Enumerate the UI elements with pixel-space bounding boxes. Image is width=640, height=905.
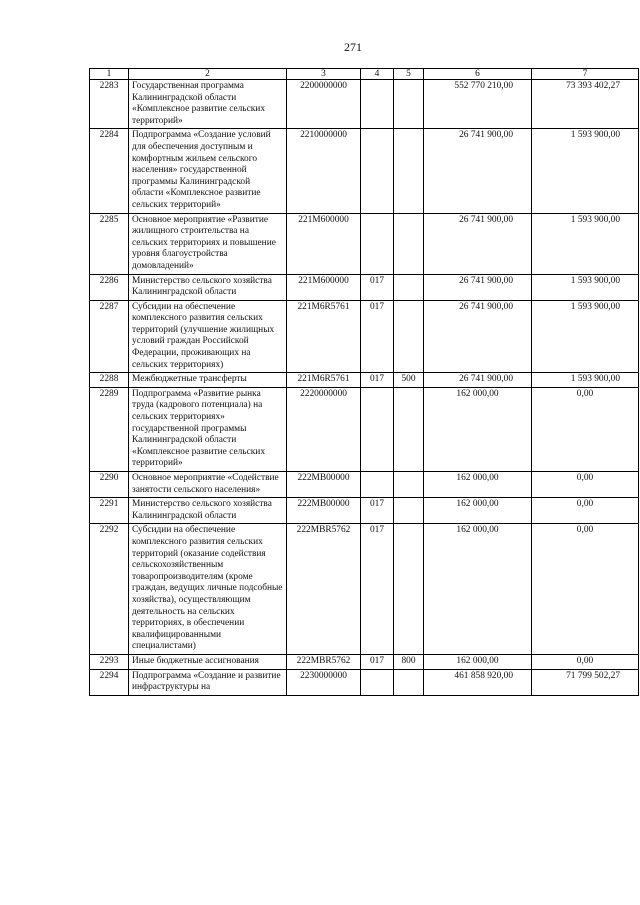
row-code: 221M600000 xyxy=(287,213,361,274)
header-col-3: 3 xyxy=(287,69,361,80)
row-amount-col7: 71 799 502,27 xyxy=(532,669,639,695)
row-expense-type xyxy=(394,300,424,373)
row-code: 2230000000 xyxy=(287,669,361,695)
row-code: 2220000000 xyxy=(287,387,361,471)
row-amount-col6: 162 000,00 xyxy=(424,654,532,669)
table-row xyxy=(90,472,639,498)
row-name: Субсидии на обеспечение комплексного развития сельских территорий (оказание содействия сельскохозяйственным товаропроизводителям (кроме граждан, ведущих личные подсобные хозяйства), осуществляющим деятельность на сельских территориях, в обеспечении квалифицированными специалистами) xyxy=(129,524,287,655)
row-amount-col6: 461 858 920,00 xyxy=(424,669,532,695)
row-amount-col7: 1 593 900,00 xyxy=(532,274,639,300)
row-code: 222MBR5762 xyxy=(287,524,361,655)
row-name: Подпрограмма «Создание и развитие инфраструктуры на xyxy=(129,669,287,695)
row-amount-col7: 0,00 xyxy=(532,524,639,655)
row-number: 2290 xyxy=(90,472,129,498)
row-number: 2291 xyxy=(90,498,129,524)
table-row xyxy=(90,300,639,373)
row-ministry-code xyxy=(361,472,394,498)
table-row xyxy=(90,129,639,213)
table-row xyxy=(90,524,639,655)
row-ministry-code xyxy=(361,80,394,129)
row-amount-col6: 162 000,00 xyxy=(424,472,532,498)
row-amount-col7: 0,00 xyxy=(532,498,639,524)
row-number: 2287 xyxy=(90,300,129,373)
row-expense-type xyxy=(394,213,424,274)
header-col-2: 2 xyxy=(129,69,287,80)
row-amount-col7: 73 393 402,27 xyxy=(532,80,639,129)
row-expense-type xyxy=(394,80,424,129)
row-amount-col7: 1 593 900,00 xyxy=(532,129,639,213)
row-amount-col6: 26 741 900,00 xyxy=(424,373,532,388)
row-ministry-code: 017 xyxy=(361,524,394,655)
row-number: 2283 xyxy=(90,80,129,129)
row-ministry-code: 017 xyxy=(361,373,394,388)
row-amount-col7: 0,00 xyxy=(532,654,639,669)
row-ministry-code xyxy=(361,387,394,471)
row-expense-type xyxy=(394,472,424,498)
row-name: Иные бюджетные ассигнования xyxy=(129,654,287,669)
row-code: 222MB00000 xyxy=(287,498,361,524)
row-ministry-code xyxy=(361,669,394,695)
header-col-1: 1 xyxy=(90,69,129,80)
header-col-7: 7 xyxy=(532,69,639,80)
row-amount-col6: 162 000,00 xyxy=(424,387,532,471)
row-name: Межбюджетные трансферты xyxy=(129,373,287,388)
row-number: 2293 xyxy=(90,654,129,669)
table-row xyxy=(90,80,639,129)
table-row xyxy=(90,274,639,300)
row-number: 2285 xyxy=(90,213,129,274)
table-row xyxy=(90,498,639,524)
row-name: Субсидии на обеспечение комплексного развития сельских территорий (улучшение жилищных условий граждан Российской Федерации, проживающих на сельских территориях) xyxy=(129,300,287,373)
table-row xyxy=(90,213,639,274)
row-code: 222MB00000 xyxy=(287,472,361,498)
row-expense-type xyxy=(394,498,424,524)
header-col-6: 6 xyxy=(424,69,532,80)
row-code: 221M6R5761 xyxy=(287,373,361,388)
row-name: Подпрограмма «Создание условий для обеспечения доступным и комфортным жильем сельского населения» государственной программы Калининградской области «Комплексное развитие сельских территорий» xyxy=(129,129,287,213)
row-code: 2200000000 xyxy=(287,80,361,129)
row-ministry-code: 017 xyxy=(361,654,394,669)
row-amount-col7: 1 593 900,00 xyxy=(532,300,639,373)
row-expense-type xyxy=(394,387,424,471)
row-ministry-code: 017 xyxy=(361,274,394,300)
row-code: 221M600000 xyxy=(287,274,361,300)
row-amount-col7: 1 593 900,00 xyxy=(532,213,639,274)
row-amount-col6: 162 000,00 xyxy=(424,524,532,655)
row-number: 2288 xyxy=(90,373,129,388)
row-name: Основное мероприятие «Содействие занятости сельского населения» xyxy=(129,472,287,498)
row-amount-col7: 1 593 900,00 xyxy=(532,373,639,388)
row-amount-col6: 26 741 900,00 xyxy=(424,274,532,300)
row-expense-type: 500 xyxy=(394,373,424,388)
row-expense-type xyxy=(394,669,424,695)
row-amount-col6: 26 741 900,00 xyxy=(424,213,532,274)
row-name: Подпрограмма «Развитие рынка труда (кадрового потенциала) на сельских территориях» государственной программы Калининградской области «Комплексное развитие сельских территорий» xyxy=(129,387,287,471)
row-expense-type xyxy=(394,274,424,300)
row-name: Министерство сельского хозяйства Калининградской области xyxy=(129,274,287,300)
row-amount-col6: 26 741 900,00 xyxy=(424,300,532,373)
row-amount-col6: 162 000,00 xyxy=(424,498,532,524)
row-code: 222MBR5762 xyxy=(287,654,361,669)
row-amount-col7: 0,00 xyxy=(532,472,639,498)
row-number: 2289 xyxy=(90,387,129,471)
row-name: Основное мероприятие «Развитие жилищного строительства на сельских территориях и повышение уровня благоустройства домовладений» xyxy=(129,213,287,274)
page-number: 271 xyxy=(344,40,362,54)
row-expense-type xyxy=(394,524,424,655)
budget-table xyxy=(89,68,639,696)
row-ministry-code: 017 xyxy=(361,498,394,524)
row-expense-type: 800 xyxy=(394,654,424,669)
header-col-4: 4 xyxy=(361,69,394,80)
header-col-5: 5 xyxy=(394,69,424,80)
row-expense-type xyxy=(394,129,424,213)
row-code: 221M6R5761 xyxy=(287,300,361,373)
table-row xyxy=(90,387,639,471)
row-name: Государственная программа Калининградской области «Комплексное развитие сельских территорий» xyxy=(129,80,287,129)
table-row xyxy=(90,669,639,695)
row-ministry-code xyxy=(361,129,394,213)
row-amount-col7: 0,00 xyxy=(532,387,639,471)
row-ministry-code xyxy=(361,213,394,274)
row-number: 2292 xyxy=(90,524,129,655)
row-ministry-code: 017 xyxy=(361,300,394,373)
row-name: Министерство сельского хозяйства Калининградской области xyxy=(129,498,287,524)
row-amount-col6: 552 770 210,00 xyxy=(424,80,532,129)
table-row xyxy=(90,654,639,669)
table-row xyxy=(90,373,639,388)
row-amount-col6: 26 741 900,00 xyxy=(424,129,532,213)
row-code: 2210000000 xyxy=(287,129,361,213)
header-row xyxy=(90,69,639,80)
row-number: 2284 xyxy=(90,129,129,213)
row-number: 2286 xyxy=(90,274,129,300)
row-number: 2294 xyxy=(90,669,129,695)
